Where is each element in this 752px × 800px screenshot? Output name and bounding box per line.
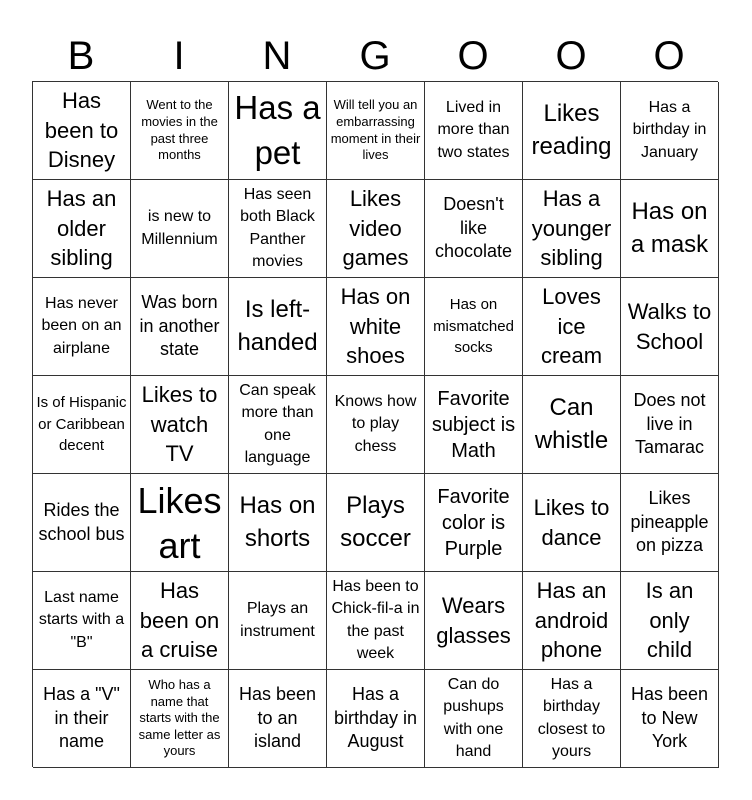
cell-text: is new to Millennium [141,208,218,248]
bingo-cell[interactable] [33,82,131,180]
cell-text: Knows how to play chess [334,392,417,455]
cell-text: Can speak more than one language [239,381,316,466]
cell-text: Is an only child [645,577,694,663]
cell-text: Likes to dance [533,494,610,550]
bingo-cell[interactable] [131,572,229,670]
cell-text: Rides the school bus [38,500,125,544]
cell-text: Lived in more than two states [437,98,510,161]
cell-text: Who has a name that starts with the same letter as yours [138,676,221,759]
cell-text: Has never been on an airplane [41,294,122,357]
cell-text: Does not live in Tamarac [633,390,706,458]
bingo-cell[interactable] [621,180,719,278]
cell-text: Has an older sibling [46,185,117,271]
bingo-cell[interactable] [327,376,425,474]
cell-text: Has on shorts [239,492,316,552]
bingo-cell[interactable] [33,376,131,474]
bingo-cell[interactable] [621,376,719,474]
cell-text: Was born in another state [139,292,220,360]
bingo-cell[interactable] [33,670,131,768]
bingo-cell[interactable] [425,572,523,670]
bingo-cell[interactable] [621,278,719,376]
cell-text: Likes pineapple on pizza [630,488,709,556]
cell-text: Likes reading [531,100,612,160]
header-letter: N [262,33,292,78]
header-letter: I [173,33,185,78]
cell-text: Likes to watch TV [141,381,218,467]
cell-text: Has seen both Black Panther movies [240,185,315,270]
bingo-cell[interactable] [523,376,621,474]
cell-text: Has a pet [234,88,321,171]
cell-text: Has an android phone [534,577,609,663]
cell-text: Has a birthday in August [333,684,418,752]
cell-text: Walks to School [627,298,712,354]
cell-text: Plays soccer [340,492,411,552]
bingo-cell[interactable] [327,474,425,572]
bingo-cell[interactable] [33,572,131,670]
bingo-cell[interactable] [229,474,327,572]
bingo-grid [32,81,718,767]
bingo-header [32,30,718,82]
bingo-cell[interactable] [229,82,327,180]
cell-text: Wears glasses [436,592,511,648]
cell-text: Likes art [137,479,222,566]
cell-text: Went to the movies in the past three months [141,97,218,163]
cell-text: Plays an instrument [240,600,315,640]
bingo-cell[interactable] [621,670,719,768]
bingo-cell[interactable] [523,474,621,572]
bingo-cell[interactable] [425,278,523,376]
cell-text: Has been to Chick-fil-a in the past week [331,577,420,662]
bingo-cell[interactable] [523,670,621,768]
bingo-cell[interactable] [131,670,229,768]
cell-text: Has been to New York [630,684,709,752]
bingo-cell[interactable] [229,670,327,768]
bingo-cell[interactable] [327,670,425,768]
cell-text: Is of Hispanic or Caribbean decent [36,393,127,455]
bingo-cell[interactable] [425,180,523,278]
bingo-cell[interactable] [425,82,523,180]
cell-text: Has been to Disney [44,87,119,173]
bingo-cell[interactable] [327,180,425,278]
bingo-cell[interactable] [523,572,621,670]
bingo-cell[interactable] [425,670,523,768]
cell-text: Is left-handed [237,296,318,356]
cell-text: Has on mismatched socks [433,295,514,357]
bingo-cell[interactable] [621,82,719,180]
bingo-cell[interactable] [621,474,719,572]
bingo-cell[interactable] [327,278,425,376]
header-letter: O [653,33,685,78]
bingo-cell[interactable] [523,180,621,278]
bingo-cell[interactable] [327,572,425,670]
header-letter: B [67,33,95,78]
bingo-cell[interactable] [229,376,327,474]
bingo-cell[interactable] [131,82,229,180]
cell-text: Has a birthday closest to yours [537,675,606,760]
cell-text: Can do pushups with one hand [443,675,504,760]
cell-text: Has a younger sibling [531,185,612,271]
bingo-cell[interactable] [131,474,229,572]
header-letter: O [457,33,489,78]
cell-text: Last name starts with a "B" [38,588,125,651]
cell-text: Has been to an island [238,684,317,752]
bingo-cell[interactable] [131,376,229,474]
bingo-cell[interactable] [131,278,229,376]
cell-text: Has on white shoes [340,283,411,369]
bingo-cell[interactable] [33,180,131,278]
cell-text: Loves ice cream [540,283,603,369]
bingo-cell[interactable] [425,474,523,572]
bingo-cell[interactable] [229,180,327,278]
cell-text: Has on a mask [630,198,709,258]
cell-text: Has a birthday in January [632,98,707,161]
cell-text: Has a "V" in their name [43,684,120,752]
bingo-cell[interactable] [33,474,131,572]
bingo-cell[interactable] [229,278,327,376]
cell-text: Can whistle [534,394,609,454]
cell-text: Will tell you an embarrassing moment in their lives [330,97,421,163]
header-letter: G [359,33,391,78]
header-letter: O [555,33,587,78]
cell-text: Doesn't like chocolate [434,194,513,262]
bingo-cell[interactable] [33,278,131,376]
bingo-cell[interactable] [131,180,229,278]
cell-text: Has been on a cruise [139,577,220,663]
bingo-cell[interactable] [229,572,327,670]
bingo-cell[interactable] [523,82,621,180]
bingo-cell[interactable] [425,376,523,474]
cell-text: Likes video games [342,185,409,271]
bingo-cell[interactable] [621,572,719,670]
bingo-cell[interactable] [327,82,425,180]
cell-text: Favorite subject is Math [431,387,516,462]
cell-text: Favorite color is Purple [437,485,510,560]
bingo-cell[interactable] [523,278,621,376]
